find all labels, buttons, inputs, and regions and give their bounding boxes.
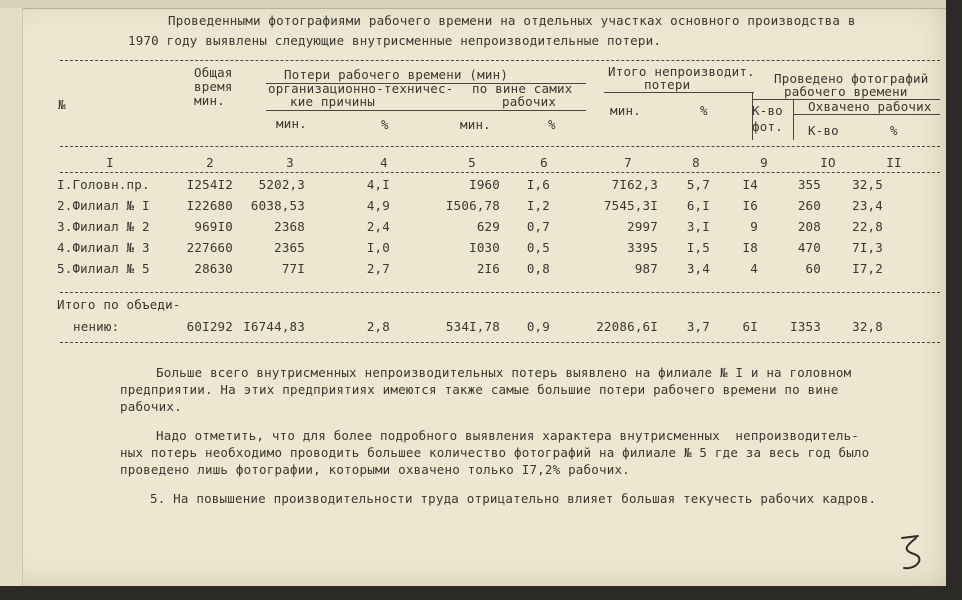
header-org-2: кие причины	[290, 94, 375, 109]
header-col-number: №	[58, 97, 66, 112]
summary-covered-pct: 32,8	[852, 319, 883, 334]
cell-covered-count: 355	[797, 177, 821, 192]
cell-covered-pct: 7I,3	[852, 240, 883, 255]
summary-total-pct: 3,7	[686, 319, 710, 334]
cell-covered-count: 260	[797, 198, 821, 213]
header-workers-2: рабочих	[502, 94, 557, 109]
cell-photo-count: I6	[742, 198, 758, 213]
summary-org-min: I6744,83	[243, 319, 305, 334]
paragraph-1-line-3: рабочих.	[120, 399, 182, 414]
column-number: 4	[380, 155, 388, 170]
cell-photo-count: I8	[742, 240, 758, 255]
cell-covered-pct: 23,4	[852, 198, 883, 213]
cell-org-min: 6038,53	[250, 198, 305, 213]
cell-photo-count: 9	[750, 219, 758, 234]
cell-total-loss-min: 3395	[627, 240, 658, 255]
header-workers-min: мин.	[460, 117, 491, 132]
cell-total-loss-pct: I,5	[686, 240, 710, 255]
cell-workers-min: I960	[469, 177, 500, 192]
cell-workers-pct: 0,8	[526, 261, 550, 276]
header-total-loss-2: потери	[644, 77, 691, 92]
page-left-margin	[0, 8, 23, 586]
intro-line-2: 1970 году выявлены следующие внутрисменные непроизводительные потери.	[128, 33, 662, 48]
cell-covered-count: 60	[805, 261, 821, 276]
cell-org-min: 2368	[274, 219, 305, 234]
header-photo-count-1: К-во	[752, 103, 783, 118]
header-covered-pct: %	[890, 123, 898, 138]
summary-org-pct: 2,8	[366, 319, 390, 334]
header-covered-underline	[794, 114, 940, 115]
header-total-time-3: мин.	[194, 93, 225, 108]
cell-workers-min: I506,78	[445, 198, 500, 213]
cell-total-loss-pct: 3,I	[686, 219, 710, 234]
cell-org-pct: 2,4	[366, 219, 390, 234]
summary-covered: I353	[790, 319, 821, 334]
column-number: II	[886, 155, 902, 170]
column-number: IO	[820, 155, 836, 170]
cell-total-time: I22680	[186, 198, 233, 213]
header-covered-count: К-во	[808, 123, 839, 138]
cell-org-pct: I,0	[366, 240, 390, 255]
header-loss-group: Потери рабочего времени (мин)	[284, 67, 509, 82]
cell-covered-pct: 32,5	[852, 177, 883, 192]
header-bottom-rule	[60, 146, 940, 147]
summary-total: 60I292	[186, 319, 233, 334]
cell-unit-name: 2.Филиал № I	[57, 198, 150, 213]
header-total-time-2: время	[194, 79, 233, 94]
cell-workers-min: I030	[469, 240, 500, 255]
header-org-1: организационно-техничес-	[268, 81, 454, 96]
cell-total-time: 28630	[194, 261, 233, 276]
cell-workers-pct: I,2	[526, 198, 550, 213]
header-covered-group: Охвачено рабочих	[808, 99, 932, 114]
paragraph-2-line-2: ных потерь необходимо проводить большее количество фотографий на филиале № 5 где за весь год было	[120, 445, 870, 460]
summary-workers-min: 534I,78	[445, 319, 500, 334]
cell-covered-pct: 22,8	[852, 219, 883, 234]
cell-photo-count: 4	[750, 261, 758, 276]
intro-line-1: Проведенными фотографиями рабочего времени на отдельных участках основного производства в	[168, 13, 856, 28]
cell-total-loss-min: 2997	[627, 219, 658, 234]
cell-org-pct: 4,I	[366, 177, 390, 192]
handwritten-page-number	[896, 532, 932, 576]
column-number: 5	[468, 155, 476, 170]
header-photo-count-2: фот.	[752, 119, 783, 134]
header-covered-divider	[793, 100, 794, 140]
cell-photo-count: I4	[742, 177, 758, 192]
cell-unit-name: I.Головн.пр.	[57, 177, 150, 192]
cell-workers-min: 629	[476, 219, 500, 234]
cell-workers-min: 2I6	[476, 261, 500, 276]
summary-workers-pct: 0,9	[526, 319, 550, 334]
column-number: 2	[206, 155, 214, 170]
header-total-underline	[604, 92, 754, 93]
paragraph-2-line-1: Надо отметить, что для более подробного выявления характера внутрисменных непроизводитель-	[156, 428, 860, 443]
cell-total-loss-min: 7545,3I	[603, 198, 658, 213]
header-workers-1: по вине самих	[472, 81, 573, 96]
header-total-pct: %	[700, 103, 708, 118]
table-top-rule	[60, 60, 940, 61]
cell-total-time: 969I0	[194, 219, 233, 234]
header-org-pct: %	[381, 117, 389, 132]
cell-unit-name: 3.Филиал № 2	[57, 219, 150, 234]
header-workers-pct: %	[548, 117, 556, 132]
cell-total-loss-pct: 5,7	[686, 177, 710, 192]
paragraph-3: 5. На повышение производительности труда отрицательно влияет большая текучесть рабочих кадров.	[150, 491, 877, 506]
page-top-edge	[0, 0, 946, 9]
header-subgroup-underline	[266, 110, 586, 111]
cell-workers-pct: I,6	[526, 177, 550, 192]
cell-workers-pct: 0,5	[526, 240, 550, 255]
column-number: I	[106, 155, 114, 170]
cell-total-loss-pct: 6,I	[686, 198, 710, 213]
cell-covered-count: 470	[797, 240, 821, 255]
cell-org-pct: 2,7	[366, 261, 390, 276]
header-photo-2: рабочего времени	[784, 84, 908, 99]
column-number: 7	[624, 155, 632, 170]
cell-unit-name: 5.Филиал № 5	[57, 261, 150, 276]
cell-covered-pct: I7,2	[852, 261, 883, 276]
header-total-loss-1: Итого непроизводит.	[608, 64, 755, 79]
header-total-min: мин.	[610, 103, 641, 118]
summary-photos: 6I	[742, 319, 758, 334]
column-number: 9	[760, 155, 768, 170]
cell-org-min: 2365	[274, 240, 305, 255]
table-bottom-rule	[60, 342, 940, 343]
summary-top-rule	[60, 292, 940, 293]
column-number: 6	[540, 155, 548, 170]
header-org-min: мин.	[276, 116, 307, 131]
cell-org-min: 5202,3	[258, 177, 305, 192]
cell-covered-count: 208	[797, 219, 821, 234]
paragraph-1-line-1: Больше всего внутрисменных непроизводительных потерь выявлено на филиале № I и на головном	[156, 365, 852, 380]
cell-workers-pct: 0,7	[526, 219, 550, 234]
cell-total-time: I254I2	[186, 177, 233, 192]
column-number: 3	[286, 155, 294, 170]
cell-total-loss-min: 7I62,3	[611, 177, 658, 192]
summary-label-2: нению:	[73, 319, 120, 334]
cell-total-loss-min: 987	[634, 261, 658, 276]
header-total-time-1: Общая	[194, 65, 233, 80]
paragraph-2-line-3: проведено лишь фотографии, которыми охвачено только I7,2% рабочих.	[120, 462, 630, 477]
summary-label-1: Итого по объеди-	[57, 297, 181, 312]
paragraph-1-line-2: предприятии. На этих предприятиях имеются также самые большие потери рабочего времени по вине	[120, 382, 839, 397]
cell-org-min: 77I	[281, 261, 305, 276]
column-number: 8	[692, 155, 700, 170]
cell-total-loss-pct: 3,4	[686, 261, 710, 276]
cell-total-time: 227660	[186, 240, 233, 255]
header-photo-1: Проведено фотографий	[774, 71, 929, 86]
cell-unit-name: 4.Филиал № 3	[57, 240, 150, 255]
column-numbers-rule	[60, 172, 940, 173]
summary-total-min: 22086,6I	[596, 319, 658, 334]
cell-org-pct: 4,9	[366, 198, 390, 213]
